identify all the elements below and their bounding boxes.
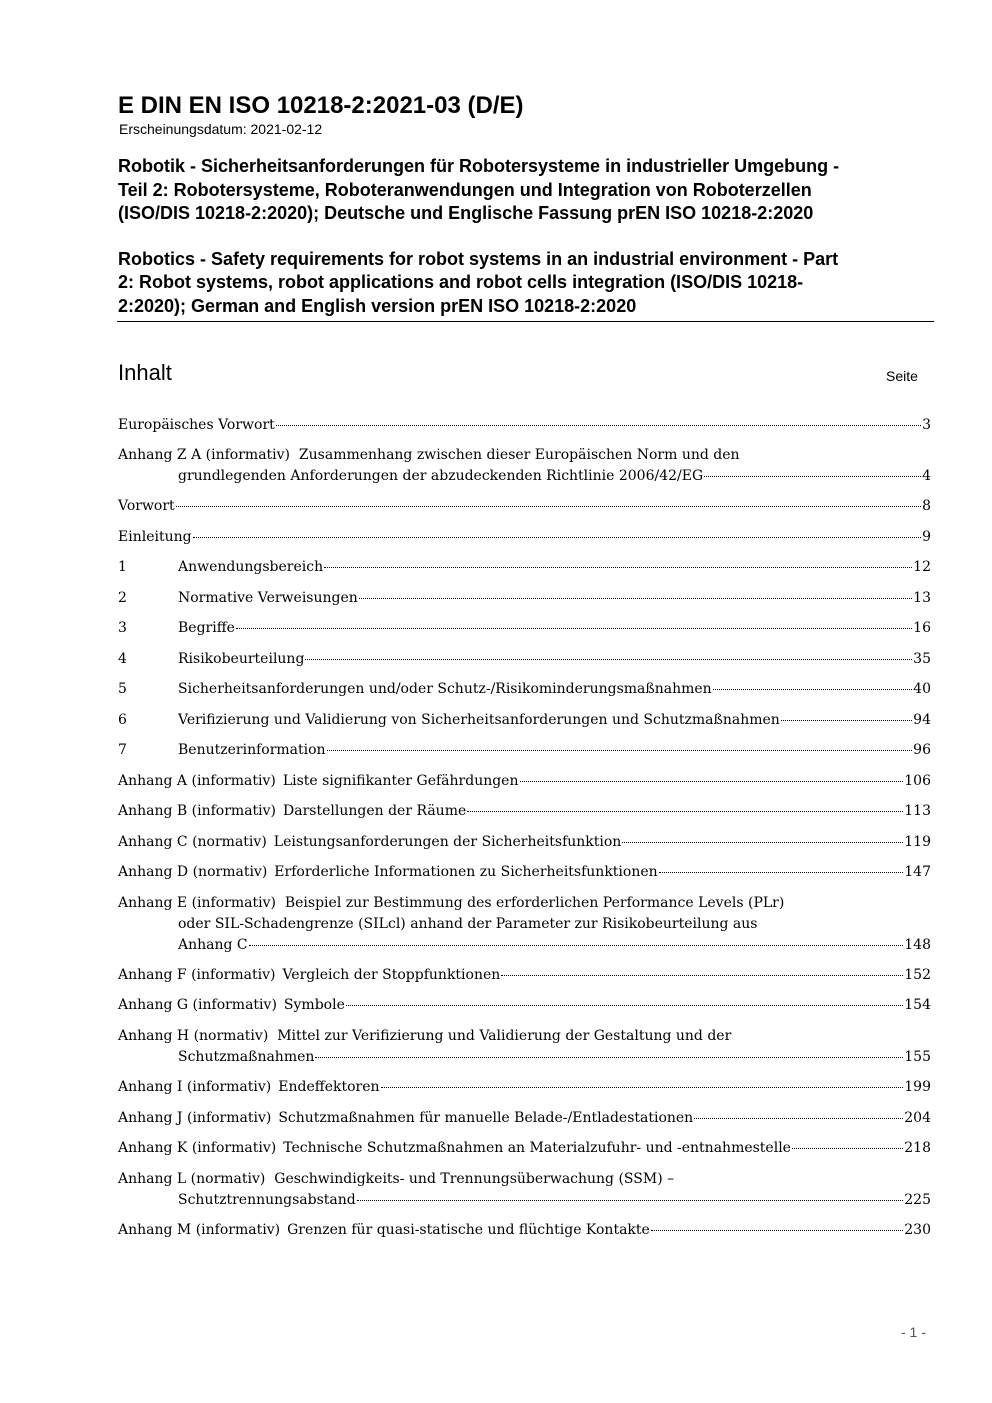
toc-entry-continuation: oder SIL-Schadengrenze (SILcl) anhand der Parameter zur Risikobeurteilung aus [178,916,758,932]
toc-entry-label: Sicherheitsanforderungen und/oder Schutz-/Risikominderungsmaßnahmen [178,681,712,697]
toc-entry-label: Normative Verweisungen [178,590,358,606]
toc-leader [467,811,903,812]
toc-entry-page: 16 [913,620,931,636]
toc-entry-first-line[interactable] [118,447,740,463]
toc-entry[interactable] [118,742,931,763]
toc-entry-title: Zusammenhang zwischen dieser Europäischen Norm und den [298,447,740,463]
toc-entry-label: Vergleich der Stoppfunktionen [282,967,501,983]
toc-entry-label: Verifizierung und Validierung von Sicherheitsanforderungen und Schutzmaßnahmen [178,712,780,728]
toc-entry-prefix: Anhang C (normativ) [118,834,267,850]
toc-entry[interactable] [118,681,931,702]
toc-leader [792,1148,903,1149]
toc-entry-page: 3 [922,417,931,433]
toc-entry-label: Schutzmaßnahmen für manuelle Belade-/Entladestationen [278,1110,694,1126]
toc-entry-label: Begriffe [178,620,235,636]
toc-entry-page: 35 [913,651,931,667]
toc-entry[interactable] [118,937,931,958]
toc-entry-label: Endeffektoren [278,1079,380,1095]
toc-entry-prefix: Anhang L (normativ) [118,1171,266,1187]
title-english-line: 2: Robot systems, robot applications and robot cells integration (ISO/DIS 10218- [118,272,804,292]
toc-entry-page: 155 [904,1049,931,1065]
toc-entry-page: 154 [904,997,931,1013]
toc-leader [622,842,903,843]
toc-entry[interactable] [118,967,931,988]
toc-entry-page: 8 [922,498,931,514]
toc-entry-page: 96 [913,742,931,758]
toc-entry[interactable] [118,834,931,855]
toc-section-number: 3 [118,620,127,636]
toc-entry-page: 4 [922,468,931,484]
toc-entry-prefix: Anhang I (informativ) [118,1079,272,1095]
toc-entry-first-line[interactable] [118,1028,731,1044]
toc-entry[interactable] [118,864,931,885]
toc-entry-label: grundlegenden Anforderungen der abzudeckenden Richtlinie 2006/42/EG [178,468,704,484]
toc-entry[interactable] [118,468,931,489]
toc-entry-label: Leistungsanforderungen der Sicherheitsfunktion [273,834,622,850]
toc-entry-prefix: Anhang M (informativ) [118,1222,281,1238]
toc-entry[interactable] [118,651,931,672]
toc-entry-label: Schutzmaßnahmen [178,1049,315,1065]
title-german-line: Robotik - Sicherheitsanforderungen für Robotersysteme in industrieller Umgebung - [118,156,840,176]
toc-entry-page: 148 [904,937,931,953]
toc-entry-first-line[interactable] [118,1171,674,1187]
toc-entry-label: Anhang C [178,937,248,953]
toc-entry-page: 94 [913,712,931,728]
toc-leader [176,506,921,507]
toc-entry-page: 106 [904,773,931,789]
toc-entry-title: Beispiel zur Bestimmung des erforderlichen Performance Levels (PLr) [284,895,785,911]
toc-entry-page: 199 [904,1079,931,1095]
toc-entry-page: 225 [904,1192,931,1208]
toc-entry[interactable] [118,590,931,611]
toc-leader [305,659,912,660]
toc-entry-label: Anwendungsbereich [178,559,324,575]
toc-leader [193,537,922,538]
toc-entry-label: Symbole [283,997,345,1013]
toc-leader [781,720,912,721]
toc-entry-label: Darstellungen der Räume [283,803,467,819]
toc-entry-page: 147 [904,864,931,880]
toc-entry[interactable] [118,712,931,733]
toc-leader [327,750,913,751]
document-header [118,91,934,318]
toc-section-number: 1 [118,559,127,575]
toc-entry-prefix: Anhang B (informativ) [118,803,277,819]
toc-entry-page: 204 [904,1110,931,1126]
toc-entry-prefix: Anhang G (informativ) [118,997,277,1013]
toc-entry-label: Technische Schutzmaßnahmen an Materialzufuhr- und -entnahmestelle [283,1140,791,1156]
toc-heading: Inhalt [118,360,172,385]
toc-entry-label: Liste signifikanter Gefährdungen [282,773,519,789]
toc-section-number: 4 [118,651,127,667]
toc-entry-prefix: Anhang J (informativ) [118,1110,272,1126]
toc-entry-page: 13 [913,590,931,606]
toc-leader [713,689,912,690]
toc-entry-prefix: Anhang A (informativ) [118,773,276,789]
toc-leader [659,872,904,873]
toc-entry-label: Grenzen für quasi-statische und flüchtige Kontakte [287,1222,650,1238]
toc-entry-page: 152 [904,967,931,983]
toc-leader [276,425,921,426]
toc-section-number: 6 [118,712,127,728]
toc-entry-prefix: Anhang K (informativ) [118,1140,277,1156]
toc-entry-prefix: Anhang H (normativ) [118,1028,269,1044]
toc-page-column-label: Seite [886,368,918,384]
toc-entry[interactable] [118,529,931,550]
toc-entry-page: 12 [913,559,931,575]
toc-entry-page: 230 [904,1222,931,1238]
toc-leader [520,781,904,782]
toc-leader [704,476,921,477]
toc-entry-prefix: Anhang D (normativ) [118,864,268,880]
toc-entry-label: Risikobeurteilung [178,651,305,667]
toc-section-number: 2 [118,590,127,606]
toc-entry-label: Einleitung [118,529,192,545]
toc-entry[interactable] [118,803,931,824]
title-german [118,155,934,226]
toc-entry-prefix: Anhang Z A (informativ) [118,447,291,463]
title-english [118,248,934,319]
toc-entry-prefix: Anhang F (informativ) [118,967,276,983]
toc-entry[interactable] [118,620,931,641]
toc-section-number: 5 [118,681,127,697]
toc-entry[interactable] [118,1049,931,1070]
toc-leader [694,1118,903,1119]
toc-entry-page: 40 [913,681,931,697]
toc-entry-label: Benutzerinformation [178,742,326,758]
toc-leader [346,1005,903,1006]
toc-leader [357,1200,904,1201]
header-divider [117,321,934,322]
toc-section-number: 7 [118,742,127,758]
toc-leader [359,598,912,599]
toc-entry-label: Europäisches Vorwort [118,417,275,433]
toc-entry[interactable] [118,1140,931,1161]
title-english-line: 2:2020); German and English version prEN ISO 10218-2:2020 [118,295,637,316]
toc-entry-first-line[interactable] [118,895,784,911]
toc-entry[interactable] [118,1079,931,1100]
document-id: E DIN EN ISO 10218-2:2021-03 (D/E) [118,92,524,119]
toc-leader [381,1087,904,1088]
toc-leader [324,567,912,568]
toc-entry-page: 218 [904,1140,931,1156]
toc-entry-prefix: Anhang E (informativ) [118,895,276,911]
title-english-line: Robotics - Safety requirements for robot systems in an industrial environment - Part [118,248,839,269]
toc-entry[interactable] [118,498,931,519]
toc-leader [249,945,904,946]
toc-entry[interactable] [118,1110,931,1131]
publication-date: Erscheinungsdatum: 2021-02-12 [119,121,323,137]
toc-entry[interactable] [118,417,931,438]
title-german-line: Teil 2: Robotersysteme, Roboteranwendungen und Integration von Roboterzellen [118,179,812,200]
toc-entry-title: Geschwindigkeits- und Trennungsüberwachung (SSM) – [274,1171,675,1187]
toc-entry[interactable] [118,1222,931,1243]
toc-entry[interactable] [118,773,931,794]
toc-leader [236,628,912,629]
toc-entry-page: 119 [904,834,931,850]
toc-entry[interactable] [118,559,931,580]
title-german-line: (ISO/DIS 10218-2:2020); Deutsche und Englische Fassung prEN ISO 10218-2:2020 [118,203,814,223]
toc-entry-title: Mittel zur Verifizierung und Validierung der Gestaltung und der [277,1028,732,1044]
toc-leader [315,1057,903,1058]
toc-entry-label: Schutztrennungsabstand [178,1192,356,1208]
toc-leader [651,1230,903,1231]
toc-entry-page: 9 [922,529,931,545]
toc-entry[interactable] [118,997,931,1018]
toc-entry-page: 113 [904,803,931,819]
toc-entry[interactable] [118,1192,931,1213]
toc-entry-label: Erforderliche Informationen zu Sicherheitsfunktionen [274,864,658,880]
toc-leader [501,975,903,976]
toc-entry-label: Vorwort [118,498,175,514]
page-number: - 1 - [901,1324,926,1340]
